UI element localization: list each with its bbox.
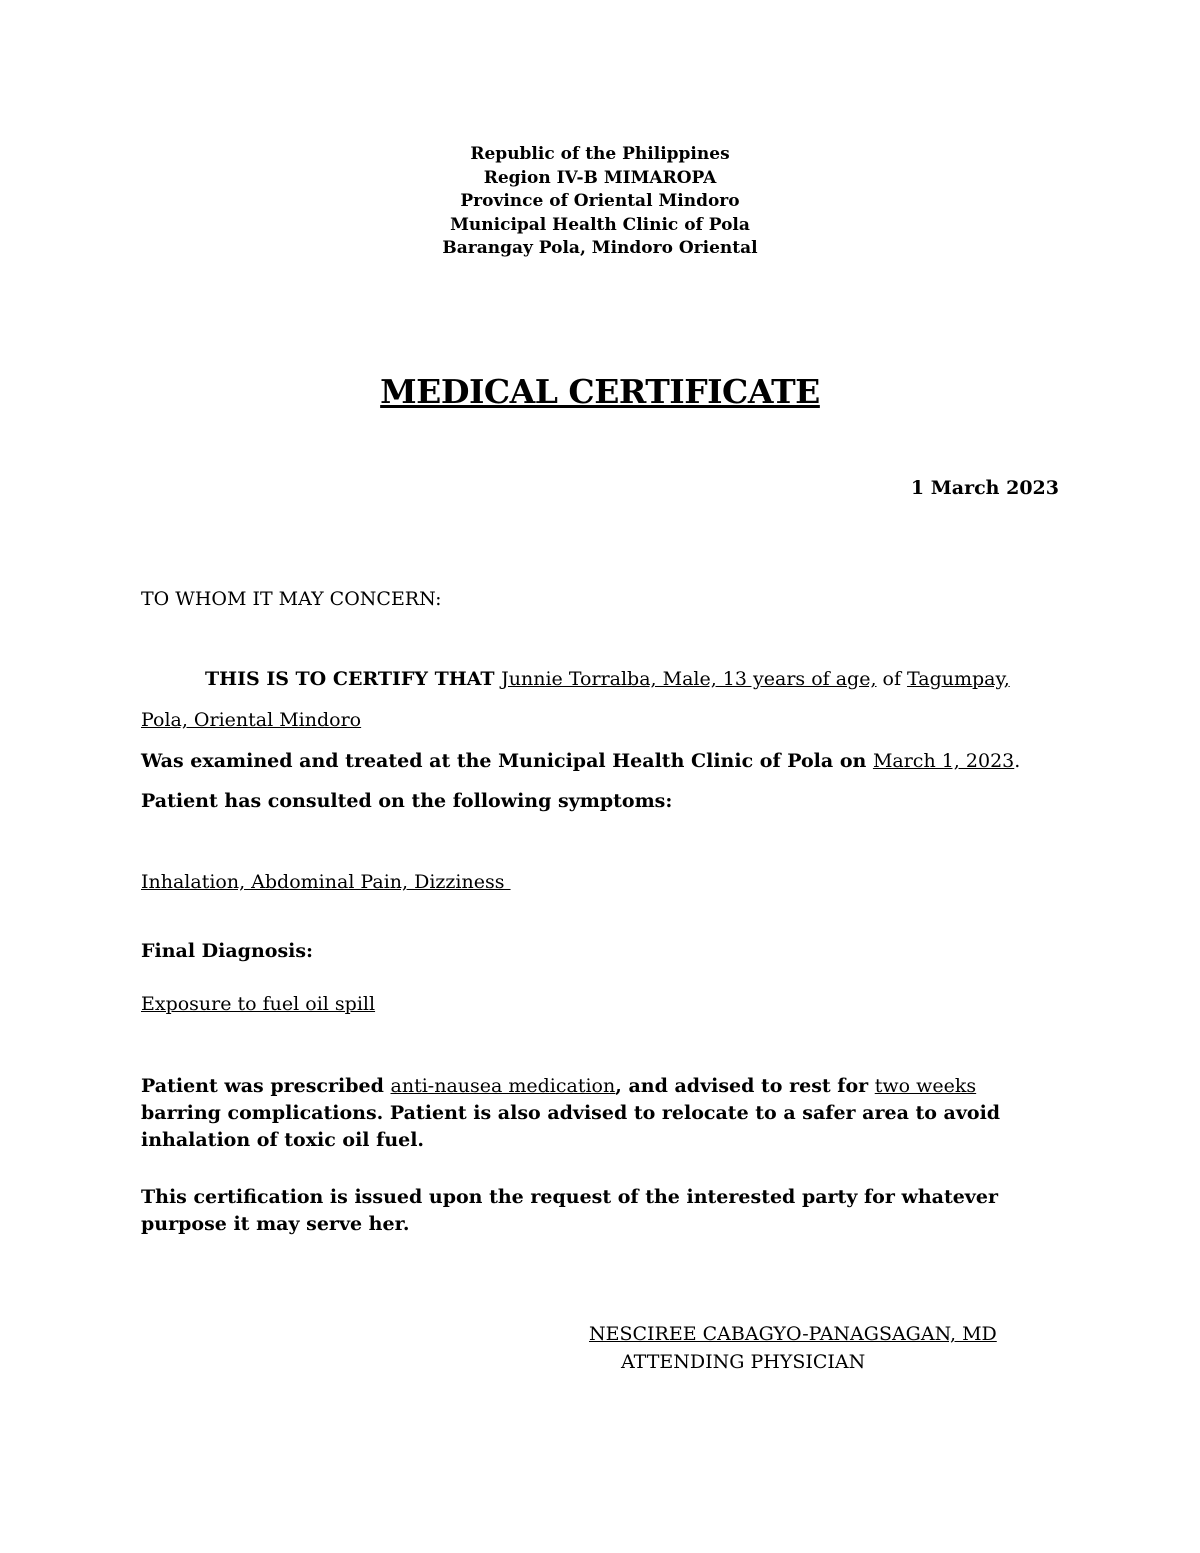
examined-statement bbox=[141, 750, 1059, 772]
prescription-part2: , and advised to rest for bbox=[615, 1075, 875, 1097]
final-diagnosis bbox=[141, 993, 1059, 1015]
letterhead-line-country: Republic of the Philippines bbox=[470, 144, 730, 164]
letterhead-line-region: Region IV-B MIMAROPA bbox=[483, 167, 717, 188]
prescription-part1: Patient was prescribed bbox=[141, 1075, 391, 1097]
patient-address-part1: Tagumpay, bbox=[907, 668, 1010, 690]
letterhead-line-barangay: Barangay Pola, Mindoro Oriental bbox=[442, 238, 758, 259]
patient-address-part2: Pola, Oriental Mindoro bbox=[141, 709, 362, 731]
examined-end: . bbox=[1014, 750, 1021, 772]
letterhead bbox=[0, 143, 1200, 261]
final-diagnosis-label: Final Diagnosis: bbox=[141, 940, 314, 962]
prescribed-medication: anti-nausea medication bbox=[390, 1075, 616, 1097]
certify-lead: THIS IS TO CERTIFY THAT bbox=[205, 668, 502, 690]
certify-statement bbox=[205, 668, 1123, 690]
certify-of: of bbox=[876, 668, 908, 690]
letterhead-line-province: Province of Oriental Mindoro bbox=[460, 191, 740, 212]
signature-block bbox=[589, 1320, 997, 1376]
rest-duration: two weeks bbox=[874, 1075, 977, 1097]
physician-role: ATTENDING PHYSICIAN bbox=[621, 1351, 866, 1373]
consulted-statement: Patient has consulted on the following symptoms: bbox=[141, 790, 673, 812]
prescription-part3: barring complications. Patient is also advised to relocate to a safer area to avoid inhalation of toxic oil fuel. bbox=[141, 1102, 1001, 1151]
document-title: MEDICAL CERTIFICATE bbox=[380, 372, 820, 411]
physician-name: NESCIREE CABAGYO-PANAGSAGAN, MD bbox=[589, 1323, 997, 1345]
symptoms-value: Inhalation, Abdominal Pain, Dizziness bbox=[141, 871, 511, 893]
prescription-statement bbox=[141, 1073, 1059, 1154]
examined-text: Was examined and treated at the Municipal Health Clinic of Pola on bbox=[141, 750, 873, 772]
issuance-statement: This certification is issued upon the request of the interested party for whatever purpose it may serve her. bbox=[141, 1186, 998, 1235]
certificate-date: 1 March 2023 bbox=[910, 477, 1059, 499]
symptoms-list bbox=[141, 871, 1059, 893]
salutation: TO WHOM IT MAY CONCERN: bbox=[141, 588, 442, 610]
final-diagnosis-value: Exposure to fuel oil spill bbox=[141, 993, 376, 1015]
examination-date: March 1, 2023 bbox=[872, 750, 1015, 772]
patient-details: Junnie Torralba, Male, 13 years of age, bbox=[501, 668, 877, 690]
letterhead-line-clinic: Municipal Health Clinic of Pola bbox=[450, 214, 750, 235]
certify-statement-continued bbox=[141, 709, 1059, 731]
